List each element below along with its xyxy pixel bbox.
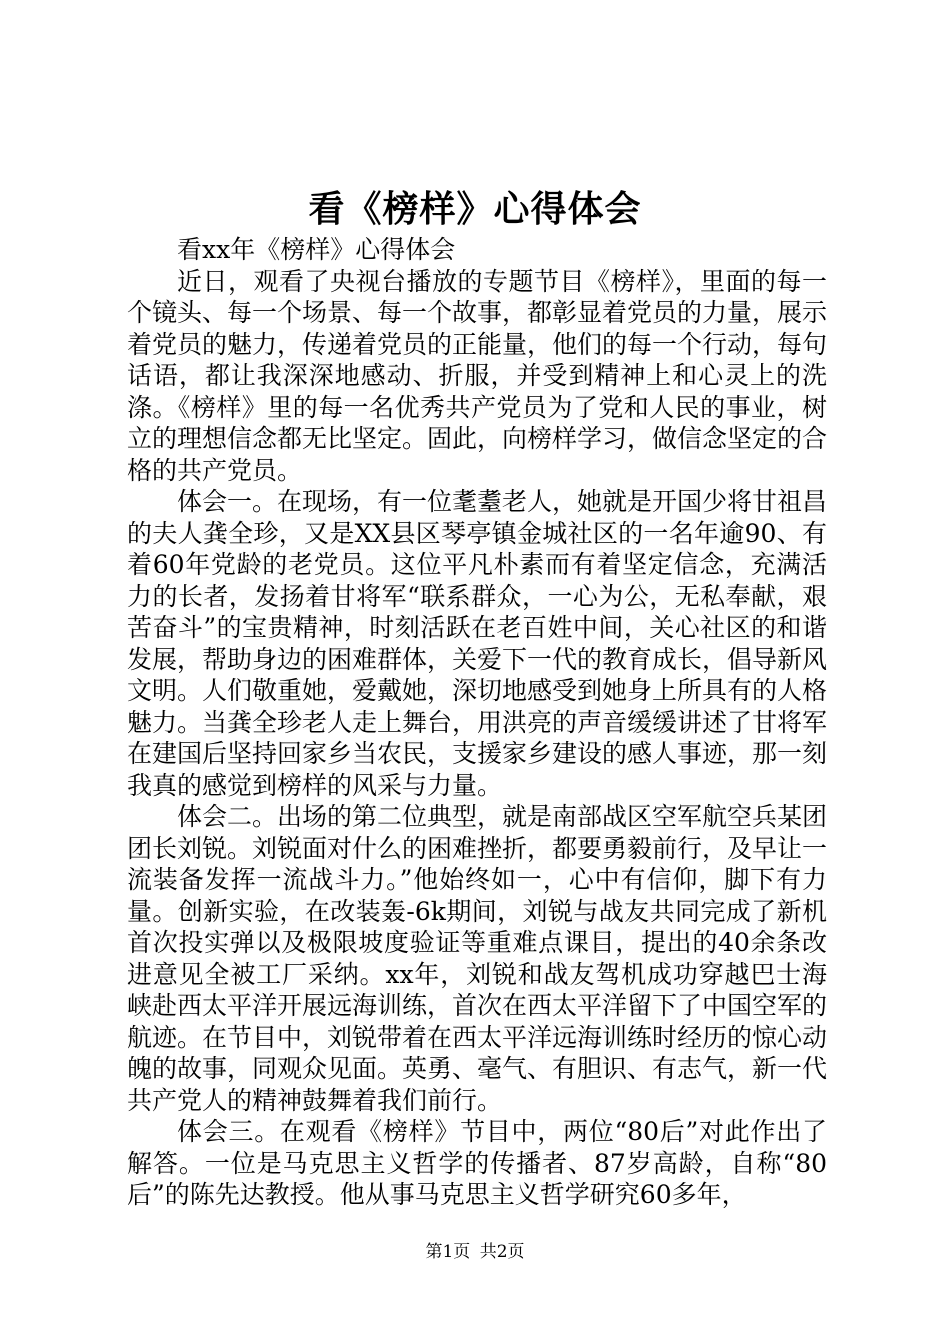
page-number-total: 共2页 [479, 1242, 525, 1262]
paragraph-insight-one: 体会一。在现场，有一位耄耋老人，她就是开国少将甘祖昌的夫人龚全珍，又是XX县区琴亭镇金城社区的一名年逾90、有着60年党龄的老党员。这位平凡朴素而有着坚定信念，充满活力的长者，发扬着甘将军“联系群众，一心为公，无私奉献，艰苦奋斗”的宝贵精神，时刻活跃在老百姓中间，关心社区的和谐发展，帮助身边的困难群体，关爱下一代的教育成长，倡导新风文明。人们敬重她，爱戴她，深切地感受到她身上所具有的人格魅力。当龚全珍老人走上舞台，用洪亮的声音缓缓讲述了甘将军在建国后坚持回家乡当农民，支援家乡建设的感人事迹，那一刻我真的感觉到榜样的风采与力量。 [127, 487, 828, 800]
page-number-current: 第1页 [425, 1242, 471, 1262]
document-subtitle: 看xx年《榜样》心得体会 [177, 235, 456, 264]
paragraph-insight-two: 体会二。出场的第二位典型，就是南部战区空军航空兵某团团长刘锐。刘锐面对什么的困难挫折，都要勇毅前行，及早让一流装备发挥一流战斗力。”他始终如一，心中有信仰，脚下有力量。创新实验，在改装轰-6k期间，刘锐与战友共同完成了新机首次投实弹以及极限坡度验证等重难点课目，提出的40余条改进意见全被工厂采纳。xx年，刘锐和战友驾机成功穿越巴士海峡赴西太平洋开展远海训练，首次在西太平洋留下了中国空军的航迹。在节目中，刘锐带着在西太平洋远海训练时经历的惊心动魄的故事，同观众见面。英勇、毫气、有胆识、有志气，新一代共产党人的精神鼓舞着我们前行。 [127, 802, 828, 1115]
paragraph-insight-three: 体会三。在观看《榜样》节目中，两位“80后”对此作出了解答。一位是马克思主义哲学的传播者、87岁高龄，自称“80后”的陈先达教授。他从事马克思主义哲学研究60多年， [127, 1117, 827, 1209]
document-body [127, 234, 827, 1211]
page-footer [0, 1240, 950, 1264]
document-title: 看《榜样》心得体会 [308, 188, 642, 230]
paragraph-intro: 近日，观看了央视台播放的专题节目《榜样》，里面的每一个镜头、每一个场景、每一个故事，都彰显着党员的力量，展示着党员的魅力，传递着党员的正能量，他们的每一个行动，每句话语，都让我深深地感动、折服，并受到精神上和心灵上的洗涤。《榜样》里的每一名优秀共产党员为了党和人民的事业，树立的理想信念都无比坚定。固此，向榜样学习，做信念坚定的合格的共产党员。 [127, 266, 828, 485]
